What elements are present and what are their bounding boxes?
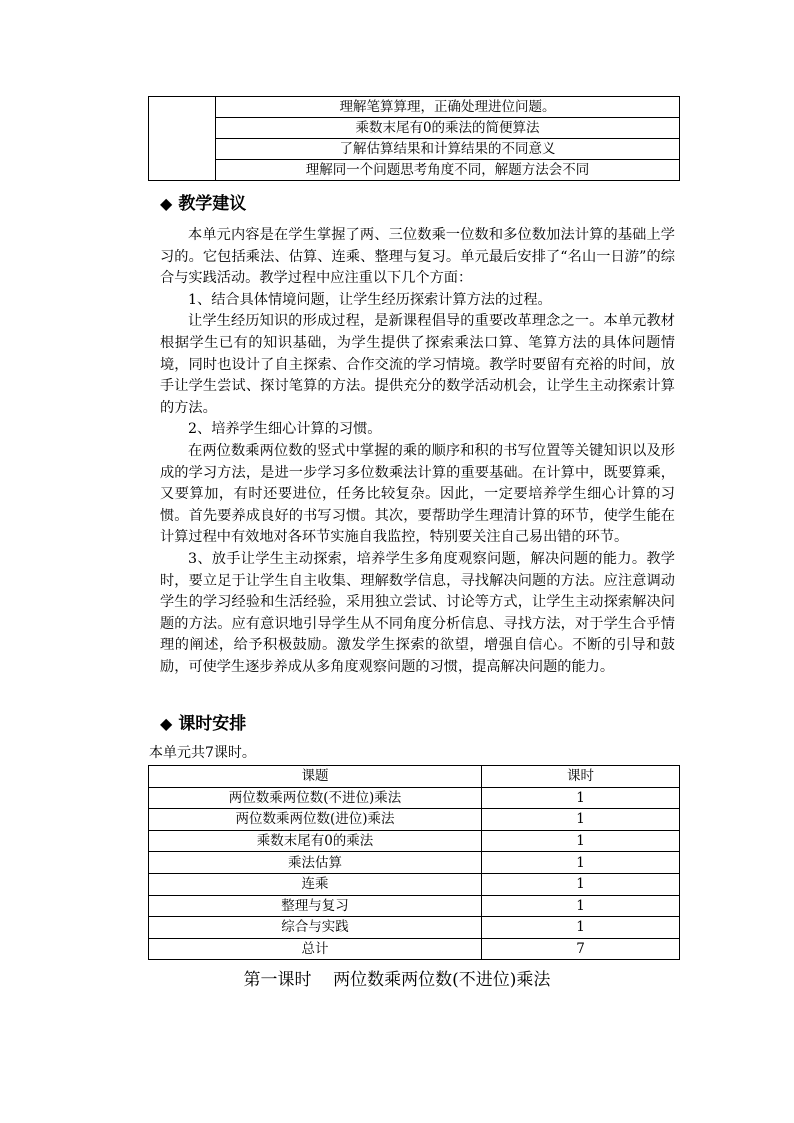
goals-cell: 理解同一个问题思考角度不同，解题方法会不同 — [216, 160, 680, 181]
lesson-title: 第一课时 两位数乘两位数(不进位)乘法 — [243, 970, 551, 990]
table-row — [149, 118, 680, 139]
table-row — [149, 852, 680, 874]
teaching-suggestions-body — [160, 225, 675, 678]
schedule-table — [148, 765, 680, 960]
table-row — [149, 160, 680, 181]
section-title: 教学建议 — [178, 194, 247, 214]
topic-cell: 两位数乘两位数(进位)乘法 — [149, 809, 482, 831]
topic-cell: 综合与实践 — [149, 917, 482, 939]
hours-cell: 1 — [482, 917, 680, 939]
paragraph: 本单元内容是在学生掌握了两、三位数乘一位数和多位数加法计算的基础上学习的。它包括乘法、估算、连乘、整理与复习。单元最后安排了“名山一日游”的综合与实践活动。教学过程中应注重以下几个方面： — [160, 227, 675, 287]
section-title: 课时安排 — [178, 714, 247, 734]
paragraph: 1、结合具体情境问题，让学生经历探索计算方法的过程。 — [188, 291, 552, 308]
diamond-icon: ◆ — [160, 194, 173, 213]
hours-cell: 1 — [482, 830, 680, 852]
table-row — [149, 809, 680, 831]
goals-cell: 乘数末尾有0的乘法的简便算法 — [216, 118, 680, 139]
goals-table — [148, 96, 680, 181]
topic-cell: 两位数乘两位数(不进位)乘法 — [149, 787, 482, 809]
table-row — [149, 97, 680, 118]
paragraph: 3、放手让学生主动探索，培养学生多角度观察问题，解决问题的能力。教学时，要立足于让学生自主收集、理解数学信息，寻找解决问题的方法。应注意调动学生的学习经验和生活经验，采用独立尝试、讨论等方式，让学生主动探索解决问题的方法。应有意识地引导学生从不同角度分析信息、寻找方法，对于学生合乎情理的阐述，给予积极鼓励。激发学生探索的欲望，增强自信心。不断的引导和鼓励，可使学生逐步养成从多角度观察问题的习惯，提高解决问题的能力。 — [160, 550, 675, 675]
table-row — [149, 787, 680, 809]
paragraph: 让学生经历知识的形成过程，是新课程倡导的重要改革理念之一。本单元教材根据学生已有的知识基础，为学生提供了探索乘法口算、笔算方法的具体问题情境，同时也设计了自主探索、合作交流的学习情境。教学时要留有充裕的时间，放手让学生尝试、探讨笔算的方法。提供充分的数学活动机会，让学生主动探索计算的方法。 — [160, 313, 675, 416]
topic-cell: 乘数末尾有0的乘法 — [149, 830, 482, 852]
table-header-row — [149, 766, 680, 788]
topic-cell: 乘法估算 — [149, 852, 482, 874]
paragraph: 在两位数乘两位数的竖式中掌握的乘的顺序和积的书写位置等关键知识以及形成的学习方法，是进一步学习多位数乘法计算的重要基础。在计算中，既要算乘，又要算加，有时还要进位，任务比较复杂。因此，一定要培养学生细心计算的习惯。首先要养成良好的书写习惯。其次，要帮助学生理清计算的环节，使学生能在计算过程中有效地对各环节实施自我监控，特别要关注自己易出错的环节。 — [160, 442, 675, 546]
section-heading-schedule — [160, 713, 246, 735]
paragraph: 2、培养学生细心计算的习惯。 — [188, 421, 382, 438]
goals-cell: 了解估算结果和计算结果的不同意义 — [216, 139, 680, 160]
topic-cell: 连乘 — [149, 873, 482, 895]
topic-cell: 总计 — [149, 938, 482, 960]
table-row — [149, 139, 680, 160]
schedule-note: 本单元共7课时。 — [149, 745, 256, 761]
diamond-icon: ◆ — [160, 714, 173, 733]
table-row — [149, 895, 680, 917]
hours-cell: 7 — [482, 938, 680, 960]
hours-cell: 1 — [482, 873, 680, 895]
goals-blank-cell — [149, 97, 216, 181]
table-row — [149, 873, 680, 895]
hours-cell: 1 — [482, 852, 680, 874]
goals-cell: 理解笔算算理，正确处理进位问题。 — [216, 97, 680, 118]
table-row — [149, 830, 680, 852]
hours-cell: 1 — [482, 787, 680, 809]
header-cell-topic: 课题 — [149, 766, 482, 788]
topic-cell: 整理与复习 — [149, 895, 482, 917]
hours-cell: 1 — [482, 809, 680, 831]
section-heading-teaching — [160, 193, 246, 215]
table-row-total — [149, 938, 680, 960]
hours-cell: 1 — [482, 895, 680, 917]
header-cell-hours: 课时 — [482, 766, 680, 788]
table-row — [149, 917, 680, 939]
